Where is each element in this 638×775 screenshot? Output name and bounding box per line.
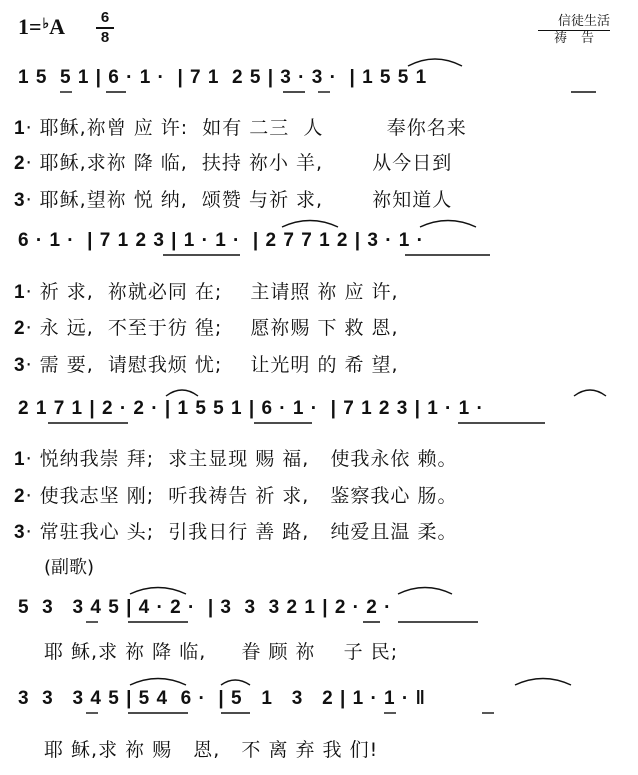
notation-line-4: 5 3 3 4 5 | 4 · 2 · | 3 3 3 2 1 | 2 · 2 · (18, 597, 392, 618)
lyric-verse3-line2: 3· 需 要, 请慰我烦 忧; 让光明 的 希 望, (14, 354, 399, 376)
refrain-label: (副歌) (44, 557, 95, 578)
category-sub: 祷告 (553, 31, 608, 46)
notation-line-3: 2 1 7 1 | 2 · 2 · | 1 5 5 1 | 6 · 1 · | 7 1 2 3 | 1 · 1 · (18, 398, 484, 419)
lyric-verse2-line1: 2· 耶稣,求祢 降 临, 扶持 祢小 羊, 从今日到 (14, 152, 453, 174)
flat-sign: ♭ (42, 17, 50, 32)
lyric-verse1-line1: 1· 耶稣,祢曾 应 许: 如有 二三 人 奉你名来 (14, 117, 467, 139)
time-signature-bottom: 8 (100, 29, 110, 46)
lyric-verse3-line1: 3· 耶稣,望祢 悦 纳, 颂赞 与祈 求, 祢知道人 (14, 189, 453, 211)
key-signature: 1=♭A (18, 14, 66, 39)
notation-line-2: 6 · 1 · | 7 1 2 3 | 1 · 1 · | 2 7 7 1 2 | 3 · 1 · (18, 230, 424, 251)
notation-line-1: 1 5 5 1 | 6 · 1 · | 7 1 2 5 | 3 · 3 · | 1 5 5 1 (18, 67, 428, 88)
lyric-verse2-line3: 2· 使我志坚 刚; 听我祷告 祈 求, 鉴察我心 肠。 (14, 485, 458, 507)
category-main: 信徒生活 (538, 14, 610, 31)
lyric-verse2-line2: 2· 永 远, 不至于彷 徨; 愿祢赐 下 救 恩, (14, 317, 399, 339)
lyric-verse1-line2: 1· 祈 求, 祢就必同 在; 主请照 祢 应 许, (14, 281, 399, 303)
lyric-verse1-line3: 1· 悦纳我崇 拜; 求主显现 赐 福, 使我永依 赖。 (14, 448, 458, 470)
lyric-verse3-line3: 3· 常驻我心 头; 引我日行 善 路, 纯爱且温 柔。 (14, 521, 458, 543)
refrain-lyric-line2: 耶 稣,求 祢 赐 恩, 不 离 弃 我 们! (44, 739, 379, 761)
time-signature-top: 6 (100, 9, 110, 26)
notation-line-5: 3 3 3 4 5 | 5 4 6 · | 5 1 3 2 | 1 · 1 · ‖ (18, 688, 426, 709)
refrain-lyric-line1: 耶 稣,求 祢 降 临, 眷 顾 祢 子 民; (44, 641, 399, 663)
